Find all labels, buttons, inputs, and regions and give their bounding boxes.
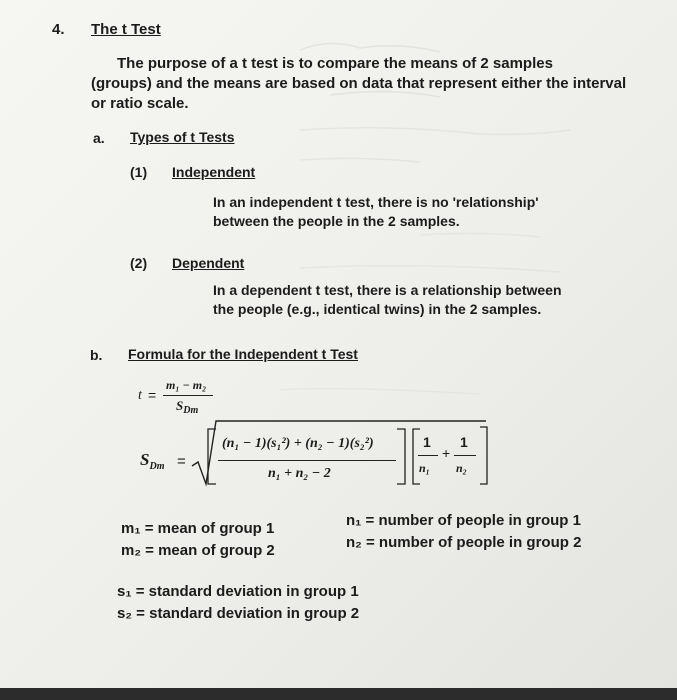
sdm-equals: = [177, 453, 186, 470]
intro-line-1: The purpose of a t test is to compare the means of 2 samples [117, 55, 553, 72]
dependent-line-2: the people (e.g., identical twins) in the 2 samples. [213, 301, 542, 317]
inv-n2-denominator: n₂ [456, 461, 467, 475]
section-b-title: Formula for the Independent t Test [128, 346, 358, 362]
right-bracket-2 [478, 426, 490, 486]
inv-n2-numerator: 1 [460, 434, 468, 450]
intro-line-2: (groups) and the means are based on data that represent either the interval [91, 75, 627, 92]
section-a-title: Types of t Tests [130, 129, 235, 145]
t-denominator [176, 396, 198, 418]
section-b-label: b. [90, 347, 103, 363]
inv-n2-bar [454, 455, 476, 456]
independent-title: Independent [172, 164, 256, 180]
t-equals: = [148, 387, 157, 403]
sdm-sub: Dm [149, 461, 165, 472]
page-title: The t Test [91, 21, 161, 38]
inv-n1-numerator: 1 [423, 434, 431, 450]
t-numerator: m₁ − m₂ [166, 378, 207, 392]
def-s2: s₂ = standard deviation in group 2 [117, 605, 360, 622]
def-n1: n₁ = number of people in group 1 [346, 512, 581, 529]
right-bracket-1 [395, 428, 409, 486]
sdm-symbol [140, 450, 164, 473]
independent-line-2: between the people in the 2 samples. [213, 213, 460, 229]
independent-number: (1) [130, 164, 148, 180]
independent-line-1: In an independent t test, there is no 'relationship' [213, 194, 539, 210]
t-symbol: t [138, 388, 142, 403]
t-denominator-s: S [176, 398, 184, 413]
sdm-s: S [140, 450, 150, 469]
plus-sign: + [442, 445, 451, 461]
left-bracket [204, 428, 218, 486]
intro-line-3: or ratio scale. [91, 95, 189, 112]
dependent-number: (2) [130, 255, 148, 271]
def-n2: n₂ = number of people in group 2 [346, 534, 582, 551]
pooled-denominator: n₁ + n₂ − 2 [268, 466, 331, 481]
dependent-title: Dependent [172, 255, 245, 271]
section-a-label: a. [93, 130, 105, 146]
inv-n1-bar [418, 455, 438, 456]
t-denominator-sub: Dm [183, 405, 199, 416]
dependent-line-1: In a dependent t test, there is a relationship between [213, 282, 562, 298]
pooled-fraction-bar [218, 460, 396, 461]
section-number: 4. [52, 21, 65, 38]
def-s1: s₁ = standard deviation in group 1 [117, 583, 359, 600]
pooled-numerator: (n₁ − 1)(s₁²) + (n₂ − 1)(s₂²) [222, 436, 374, 451]
def-m1: m₁ = mean of group 1 [121, 520, 275, 537]
def-m2: m₂ = mean of group 2 [121, 542, 275, 559]
inv-n1-denominator: n₁ [419, 461, 430, 475]
